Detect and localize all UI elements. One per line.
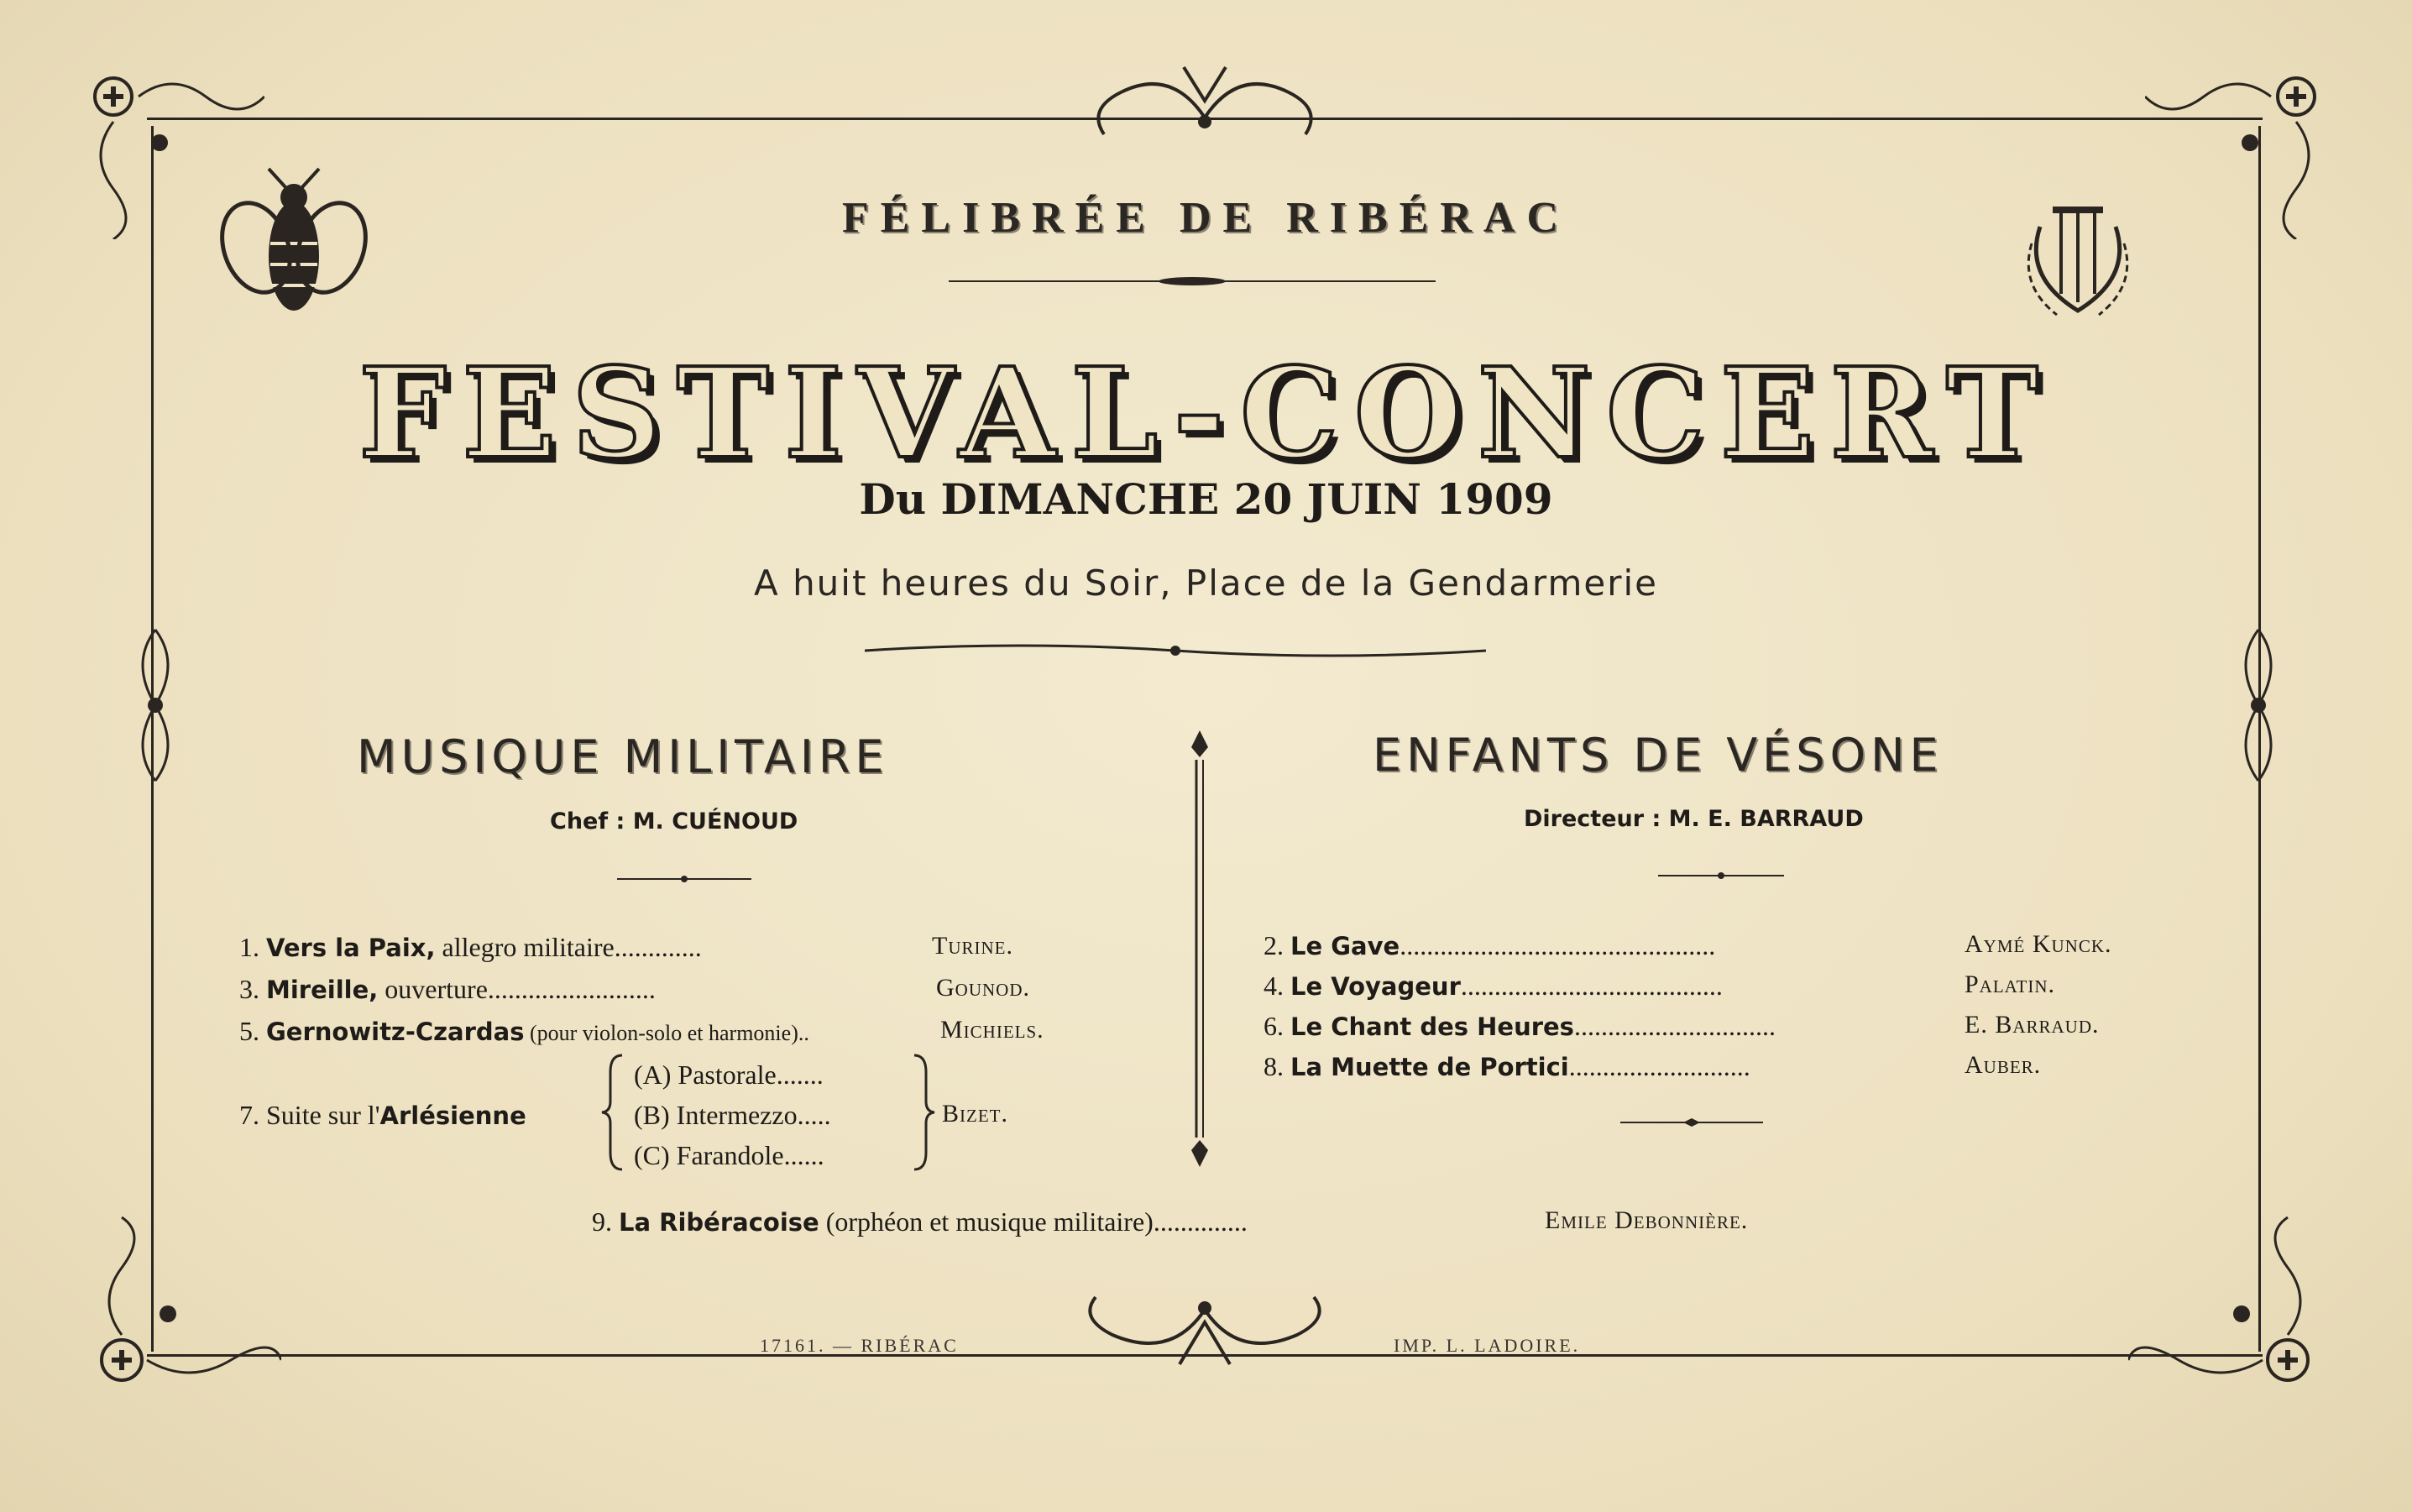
concert-date: Du DIMANCHE 20 JUIN 1909 (859, 474, 1553, 524)
column-divider (1180, 726, 1222, 1171)
corner-ornament-bottom-left-icon (80, 1209, 281, 1402)
suite-brace-right (911, 1054, 936, 1171)
left-heading-rule (617, 873, 751, 885)
program-item-8: 8. La Muette de Portici........................... (1264, 1051, 1750, 1081)
program-item-9: 9. La Ribéracoise (orphéon et musique militaire).............. (592, 1206, 1248, 1237)
top-center-flourish-icon (1058, 50, 1352, 143)
concert-place: A huit heures du Soir, Place de la Gendarmerie (753, 562, 1658, 604)
subtitle: FÉLIBRÉE DE RIBÉRAC (841, 194, 1571, 242)
program-item-7-composer: Bizet. (942, 1100, 1008, 1127)
program-item-2: 2. Le Gave............................................... (1264, 930, 1716, 960)
program-item-3-composer: Gounod. (936, 974, 1030, 1002)
page-title: FESTIVAL-CONCERT (358, 340, 2054, 486)
right-mid-ornament-icon (2225, 621, 2292, 789)
left-mid-ornament-icon (122, 621, 189, 789)
program-item-1-composer: Turine. (932, 932, 1013, 960)
corner-ornament-bottom-right-icon (2128, 1209, 2330, 1402)
program-item-2-composer: Aymé Kunck. (1965, 930, 2112, 958)
right-column-end-rule (1620, 1117, 1763, 1128)
right-column-heading: ENFANTS DE VÉSONE (1373, 729, 1944, 782)
program-item-9-composer: Emile Debonnière. (1545, 1206, 1749, 1234)
program-item-6-composer: E. Barraud. (1965, 1011, 2100, 1039)
left-column-conductor: Chef : M. CUÉNOUD (550, 808, 798, 834)
footer-printer-code: 17161. — RIBÉRAC (760, 1335, 959, 1356)
subtitle-rule (949, 273, 1436, 290)
program-item-4: 4. Le Voyageur....................................... (1264, 971, 1723, 1001)
bee-icon (218, 164, 369, 340)
program-item-6: 6. Le Chant des Heures.............................. (1264, 1011, 1776, 1041)
right-heading-rule (1658, 870, 1784, 882)
program-item-7: 7. Suite sur l'Arlésienne (239, 1100, 526, 1130)
header-divider (865, 638, 1486, 663)
suite-part-a: (A) Pastorale....... (634, 1059, 824, 1090)
program-item-1: 1. Vers la Paix, allegro militaire............. (239, 932, 702, 962)
program-item-4-composer: Palatin. (1965, 971, 2056, 998)
suite-part-c: (C) Farandole...... (634, 1140, 824, 1170)
footer-printer-name: IMP. L. LADOIRE. (1394, 1335, 1581, 1356)
left-column-heading: MUSIQUE MILITAIRE (357, 730, 889, 783)
bottom-center-flourish-icon (1041, 1284, 1368, 1377)
suite-brace-left (600, 1054, 625, 1171)
program-item-3: 3. Mireille, ouverture......................... (239, 974, 656, 1004)
program-item-5: 5. Gernowitz-Czardas (pour violon-solo et harmonie).. (239, 1016, 809, 1046)
suite-part-b: (B) Intermezzo..... (634, 1100, 831, 1130)
program-item-5-composer: Michiels. (940, 1016, 1044, 1044)
program-item-8-composer: Auber. (1965, 1051, 2042, 1079)
right-column-conductor: Directeur : M. E. BARRAUD (1524, 806, 1864, 832)
